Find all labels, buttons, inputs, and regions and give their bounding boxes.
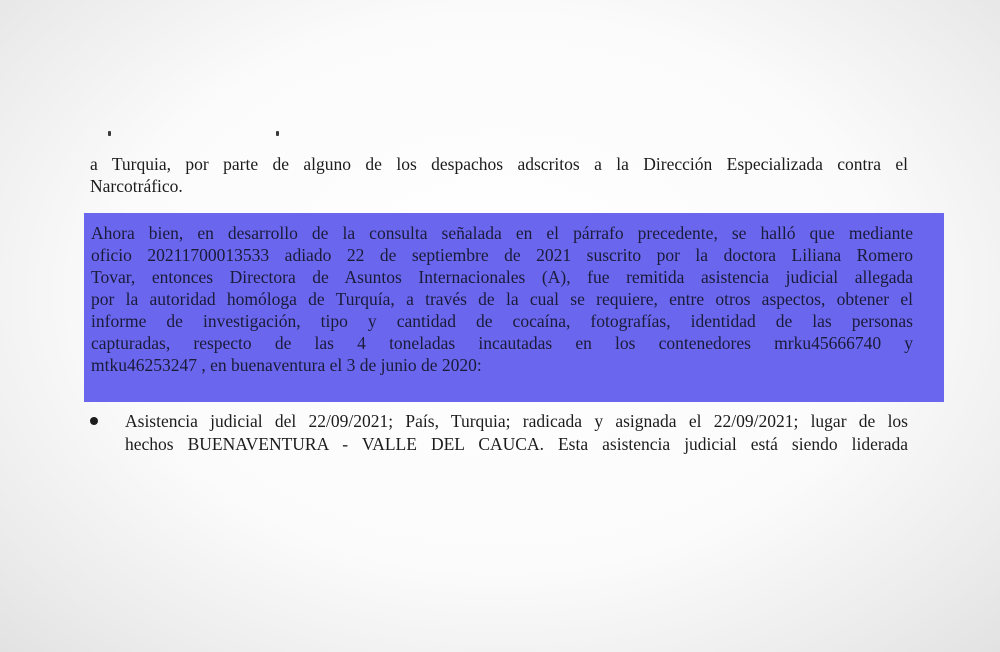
highlighted-paragraph [84,213,944,402]
cropped-text-fragments [98,131,298,137]
text-line: Tovar, entonces Directora de Asuntos Internacionales (A), fue remitida asistencia judicial allegada [91,267,913,287]
text-line: por la autoridad homóloga de Turquía, a través de la cual se requiere, entre otros aspectos, obtener el [91,289,913,309]
text-line: oficio 20211700013533 adiado 22 de septiembre de 2021 suscrito por la doctora Liliana Romero [91,245,913,265]
text-line: capturadas, respecto de las 4 toneladas incautadas en los contenedores mrku45666740 y [91,333,913,353]
bullet-icon [90,417,98,425]
text-line: Ahora bien, en desarrollo de la consulta señalada en el párrafo precedente, se halló que mediante [91,223,913,243]
text-line: hechos BUENAVENTURA - VALLE DEL CAUCA. Esta asistencia judicial está siendo liderada [125,434,908,454]
text-line: Narcotráfico. [90,176,183,196]
text-line: informe de investigación, tipo y cantidad de cocaína, fotografías, identidad de las personas [91,311,913,331]
text-line: Asistencia judicial del 22/09/2021; País, Turquia; radicada y asignada el 22/09/2021; lugar de los [125,411,908,431]
text-line: a Turquia, por parte de alguno de los despachos adscritos a la Dirección Especializada contra el [90,154,908,174]
text-line: mtku46253247 , en buenaventura el 3 de junio de 2020: [91,355,482,375]
